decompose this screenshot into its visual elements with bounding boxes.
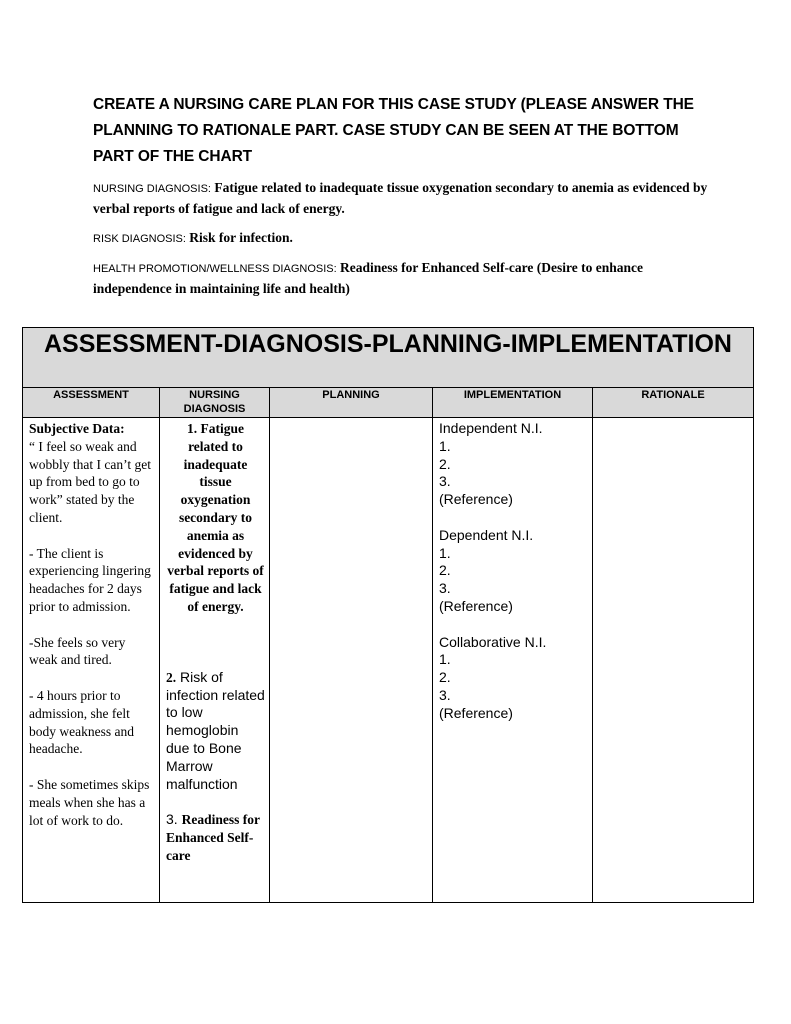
health-promotion-line xyxy=(93,258,713,299)
assessment-item: - The client is experiencing lingering headaches for 2 days prior to admission. xyxy=(29,545,151,614)
assessment-cell xyxy=(23,418,160,903)
health-promotion-text: Readiness for Enhanced Self-care (Desire to enhance independence in maintaining life and health) xyxy=(93,260,644,296)
reference-note: (Reference) xyxy=(439,597,513,614)
list-item: 1. xyxy=(439,437,451,454)
list-item: 1. xyxy=(439,544,451,561)
column-header-rationale: RATIONALE xyxy=(593,388,754,418)
risk-diagnosis-text: Risk for infection. xyxy=(189,230,293,245)
client-quote: “ I feel so weak and wobbly that I can’t get up from bed to go to work” stated by the client. xyxy=(29,438,151,525)
nursing-diagnosis-cell xyxy=(160,418,270,903)
assessment-item: - She sometimes skips meals when she has a lot of work to do. xyxy=(29,776,150,828)
page-title: CREATE A NURSING CARE PLAN FOR THIS CASE STUDY (PLEASE ANSWER THE PLANNING TO RATIONALE PART. CASE STUDY CAN BE SEEN AT THE BOTTOM PART OF THE CHART xyxy=(93,96,694,165)
planning-cell[interactable] xyxy=(270,418,433,903)
reference-note: (Reference) xyxy=(439,491,513,508)
independent-ni-label: Independent N.I. xyxy=(439,420,543,436)
risk-diagnosis-line xyxy=(93,228,713,249)
diagnosis-risk-of-infection: 2. Risk of infection related to low hemoglobin due to Bone Marrow malfunction xyxy=(166,668,265,792)
nursing-diagnosis-line xyxy=(93,178,713,219)
collaborative-ni-label: Collaborative N.I. xyxy=(439,633,547,650)
column-header-row xyxy=(23,388,754,418)
subjective-data-label: Subjective Data: xyxy=(29,421,125,436)
column-header-nursing-diagnosis: NURSING DIAGNOSIS xyxy=(160,388,270,418)
instructions-header xyxy=(93,92,713,308)
reference-note: (Reference) xyxy=(439,704,513,721)
diagnosis-number: 2. xyxy=(166,669,177,685)
nursing-diagnosis-label: NURSING DIAGNOSIS: xyxy=(93,183,211,195)
diagnosis-number: 3. xyxy=(166,811,178,828)
column-header-implementation: IMPLEMENTATION xyxy=(433,388,593,418)
list-item: 3. xyxy=(439,686,451,703)
rationale-cell[interactable] xyxy=(593,418,754,903)
care-plan-table xyxy=(22,327,754,903)
implementation-cell[interactable] xyxy=(433,418,593,903)
column-header-planning: PLANNING xyxy=(270,388,433,418)
table-row xyxy=(23,418,754,903)
diagnosis-fatigue: 1. Fatigue related to inadequate tissue oxygenation secondary to anemia as evidenced by verbal reports of fatigue and lack of energy. xyxy=(167,421,264,614)
diagnosis-readiness-self-care: 3. Readiness for Enhanced Self-care xyxy=(166,811,260,863)
table-banner: ASSESSMENT-DIAGNOSIS-PLANNING-IMPLEMENTATION xyxy=(23,328,754,388)
assessment-item: - 4 hours prior to admission, she felt body weakness and headache. xyxy=(29,687,134,757)
health-promotion-label: HEALTH PROMOTION/WELLNESS DIAGNOSIS: xyxy=(93,263,337,275)
nursing-diagnosis-text: Fatigue related to inadequate tissue oxygenation secondary to anemia as evidenced by verbal reports of fatigue and lack of energy. xyxy=(93,180,708,216)
list-item: 2. xyxy=(439,669,451,686)
risk-diagnosis-label: RISK DIAGNOSIS: xyxy=(93,233,186,245)
dependent-ni-label: Dependent N.I. xyxy=(439,526,534,543)
list-item: 2. xyxy=(439,455,451,472)
list-item: 3. xyxy=(439,473,451,490)
list-item: 3. xyxy=(439,580,451,597)
column-header-assessment: ASSESSMENT xyxy=(23,388,160,418)
list-item: 1. xyxy=(439,651,451,668)
list-item: 2. xyxy=(439,562,451,579)
assessment-item: -She feels so very weak and tired. xyxy=(29,634,126,668)
